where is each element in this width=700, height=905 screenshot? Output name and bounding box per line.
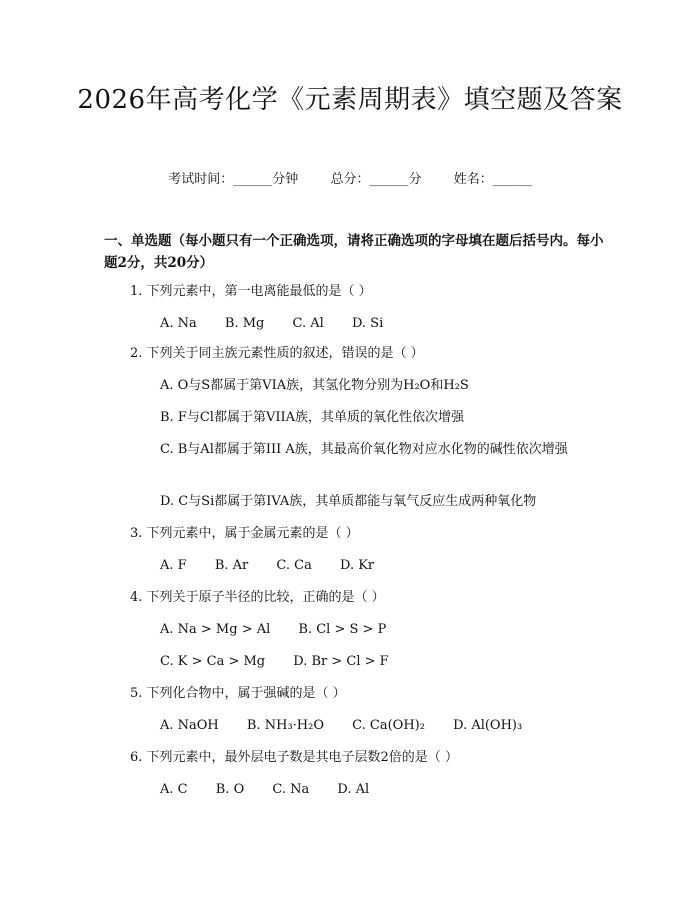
page-title: 2026年高考化学《元素周期表》填空题及答案 [77, 85, 623, 115]
question-3: 3. 下列元素中，属于金属元素的是（ ） [130, 526, 359, 541]
option: D. Al [337, 782, 370, 797]
option: B. Ar [214, 558, 249, 573]
option: A. Na [160, 316, 197, 331]
option: D. Al(OH)₃ [453, 718, 523, 733]
question-5: 5. 下列化合物中，属于强碱的是（ ） [130, 686, 346, 701]
option: D. C与Si都属于第IVA族，其单质都能与氧气反应生成两种氧化物 [160, 494, 537, 509]
question-6-options [160, 780, 393, 800]
question-4: 4. 下列关于原子半径的比较，正确的是（ ） [130, 590, 385, 605]
section-heading: 一、单选题（每小题只有一个正确选项，请将正确选项的字母填在题后括号内。每小题2分，共20分） [104, 233, 604, 271]
option: C. Al [292, 316, 324, 331]
question-5-options [160, 716, 546, 736]
option: C. B与Al都属于第III A族，其最高价氧化物对应水化物的碱性依次增强 [160, 442, 568, 457]
exam-score: 总分：______分 [330, 172, 422, 187]
question-6: 6. 下列元素中，最外层电子数是其电子层数2倍的是（ ） [130, 750, 458, 765]
option: A. F [160, 558, 187, 573]
option: B. Mg [224, 316, 265, 331]
question-4-options-row-2 [160, 652, 413, 672]
option: C. Ca(OH)₂ [352, 718, 425, 733]
option: B. Cl > S > P [298, 622, 387, 637]
option: A. O与S都属于第VIA族，其氢化物分别为H₂O和H₂S [160, 378, 469, 393]
question-4-options-row-1 [160, 620, 410, 640]
option: A. NaOH [160, 718, 219, 733]
option: C. Ca [276, 558, 312, 573]
option: C. K > Ca > Mg [160, 654, 266, 669]
question-3-options [160, 556, 398, 576]
question-1: 1. 下列元素中，第一电离能最低的是（ ） [130, 284, 372, 299]
exam-name: 姓名：______ [453, 172, 532, 187]
exam-meta [0, 168, 700, 187]
option: A. C [160, 782, 188, 797]
option: D. Kr [339, 558, 375, 573]
option: D. Br > Cl > F [293, 654, 389, 669]
option: B. NH₃·H₂O [246, 718, 325, 733]
option: A. Na > Mg > Al [160, 622, 271, 637]
option: B. F与Cl都属于第VIIA族，其单质的氧化性依次增强 [160, 410, 464, 425]
option: D. Si [351, 316, 384, 331]
option: C. Na [272, 782, 310, 797]
question-2: 2. 下列关于同主族元素性质的叙述，错误的是（ ） [130, 346, 424, 361]
option: B. O [215, 782, 245, 797]
exam-time: 考试时间：______分钟 [168, 172, 299, 187]
question-1-options [160, 314, 407, 334]
